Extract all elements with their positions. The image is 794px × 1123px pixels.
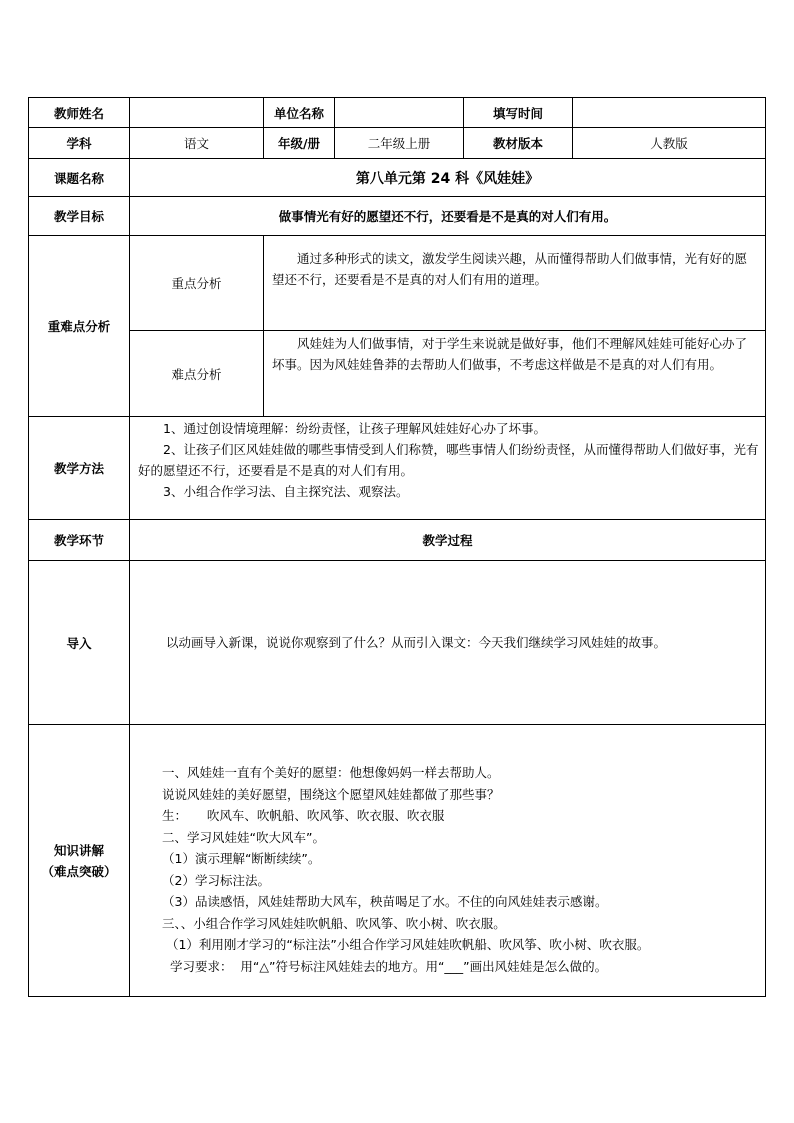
teacher-name-value[interactable]	[130, 98, 264, 128]
teaching-goal-value: 做事情光有好的愿望还不行，还要看是不是真的对人们有用。	[130, 197, 766, 236]
process-title: 教学过程	[130, 520, 766, 561]
edition-label: 教材版本	[464, 128, 573, 159]
grade-label: 年级/册	[264, 128, 335, 159]
teacher-name-label: 教师姓名	[29, 98, 130, 128]
edition-value: 人教版	[573, 128, 766, 159]
intro-cell	[130, 561, 766, 725]
intro-text: 以动画导入新课，说说你观察到了什么？从而引入课文：今天我们继续学习风娃娃的故事。	[166, 635, 667, 650]
analysis-label: 重难点分析	[29, 236, 130, 417]
knowledge-row	[29, 725, 766, 997]
lesson-title-value: 第八单元第 24 科《风娃娃》	[130, 159, 766, 197]
unit-name-label: 单位名称	[264, 98, 335, 128]
knowledge-line: （1）利用刚才学习的“标注法”小组合作学习风娃娃吹帆船、吹风筝、吹小树、吹衣服。	[162, 937, 650, 952]
knowledge-line: 说说风娃娃的美好愿望，围绕这个愿望风娃娃都做了那些事？	[162, 786, 500, 802]
hard-point-text: 风娃娃为人们做事情，对于学生来说就是做好事，他们不理解风娃娃可能好心办了坏事。因为风娃娃鲁莽的去帮助人们做事，不考虑这样做是不是真的对人们有用。	[272, 336, 748, 372]
teaching-method-row	[29, 417, 766, 520]
knowledge-line: （3）品读感悟，风娃娃帮助大风车，秧苗喝足了水。不住的向风娃娃表示感谢。	[162, 894, 608, 909]
header-row-1	[29, 98, 766, 128]
intro-label: 导入	[29, 561, 130, 725]
knowledge-label-cell	[29, 725, 130, 997]
knowledge-line: （1）演示理解“断断续续”。	[162, 851, 321, 866]
key-analysis-row	[29, 236, 766, 331]
knowledge-label: 知识讲解	[53, 843, 104, 858]
key-point-cell	[264, 236, 766, 331]
intro-row	[29, 561, 766, 725]
fill-date-label: 填写时间	[464, 98, 573, 128]
unit-name-value[interactable]	[335, 98, 464, 128]
hard-point-cell	[264, 331, 766, 417]
process-header-row	[29, 520, 766, 561]
key-point-label: 重点分析	[130, 236, 264, 331]
subject-label: 学科	[29, 128, 130, 159]
knowledge-cell	[130, 725, 766, 997]
lesson-title-row	[29, 159, 766, 197]
hard-analysis-row	[29, 331, 766, 417]
method-item: 1、通过创设情境理解：纷纷责怪，让孩子理解风娃娃好心办了坏事。	[163, 421, 546, 436]
method-item: 3、小组合作学习法、自主探究法、观察法。	[163, 484, 409, 499]
subject-value: 语文	[130, 128, 264, 159]
header-row-2	[29, 128, 766, 159]
teaching-goal-label: 教学目标	[29, 197, 130, 236]
teaching-goal-row	[29, 197, 766, 236]
knowledge-line: （2）学习标注法。	[162, 872, 270, 888]
knowledge-line: 学习要求： 用“△”符号标注风娃娃去的地方。用“___”画出风娃娃是怎么做的。	[162, 958, 608, 974]
knowledge-line: 生： 吹风车、吹帆船、吹风筝、吹衣服、吹衣服	[162, 808, 445, 823]
process-step-label: 教学环节	[29, 520, 130, 561]
knowledge-line: 二、学习风娃娃“吹大风车”。	[162, 829, 325, 845]
fill-date-value[interactable]	[573, 98, 766, 128]
lesson-plan-table	[28, 97, 766, 997]
method-item: 2、让孩子们区风娃娃做的哪些事情受到人们称赞，哪些事情人们纷纷责怪，从而懂得帮助人们做好事，光有好的愿望还不行，还要看是不是真的对人们有用。	[138, 442, 759, 478]
grade-value: 二年级上册	[335, 128, 464, 159]
key-point-text: 通过多种形式的读文，激发学生阅读兴趣，从而懂得帮助人们做事情，光有好的愿望还不行，还要看是不是真的对人们有用的道理。	[272, 251, 748, 287]
knowledge-sublabel: （难点突破）	[41, 864, 117, 879]
teaching-method-cell	[130, 417, 766, 520]
knowledge-line: 一、风娃娃一直有个美好的愿望：他想像妈妈一样去帮助人。	[162, 765, 500, 780]
lesson-title-label: 课题名称	[29, 159, 130, 197]
knowledge-line: 三、、小组合作学习风娃娃吹帆船、吹风筝、吹小树、吹衣服。	[162, 915, 506, 931]
hard-point-label: 难点分析	[130, 331, 264, 417]
teaching-method-label: 教学方法	[29, 417, 130, 520]
